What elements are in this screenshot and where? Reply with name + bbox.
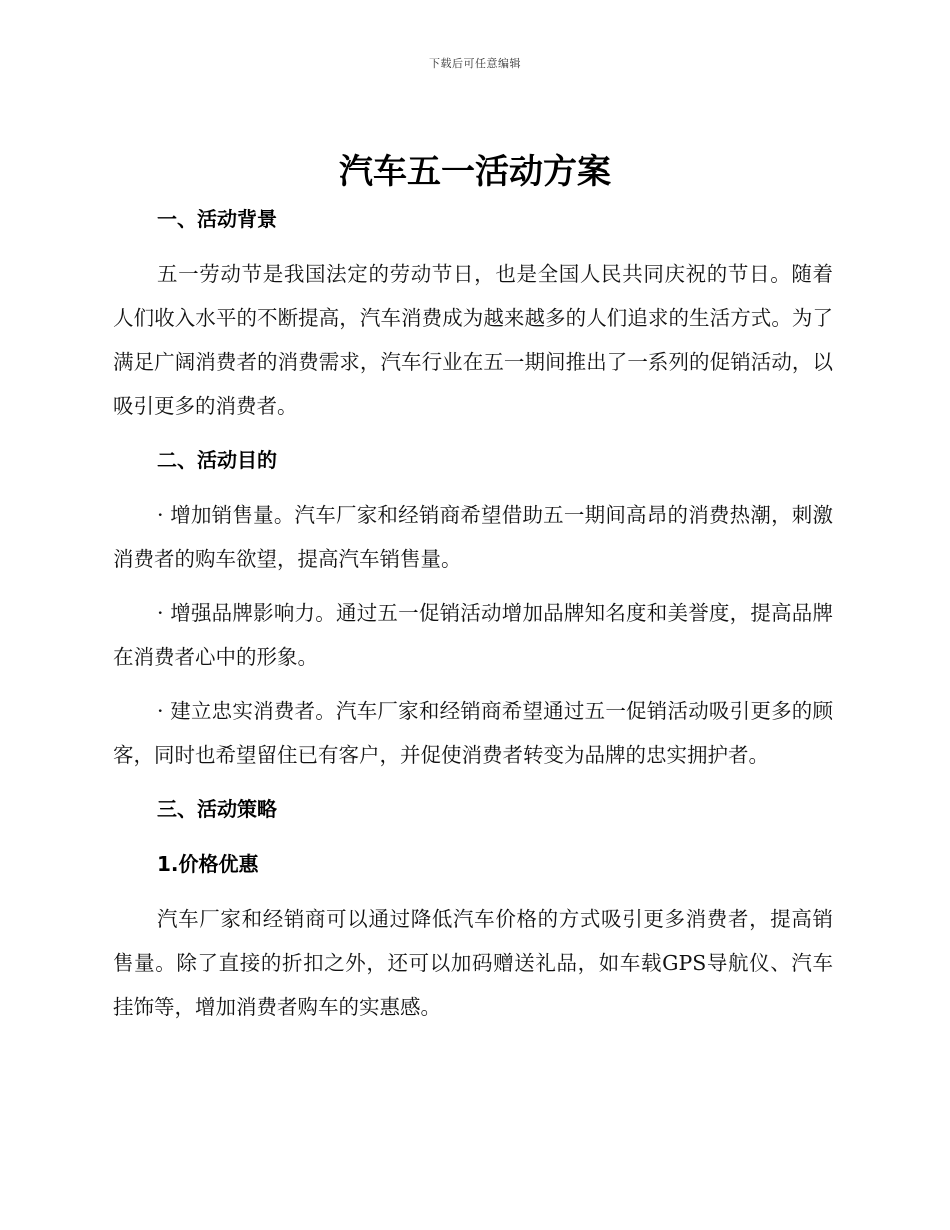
paragraph-price-discount: 汽车厂家和经销商可以通过降低汽车价格的方式吸引更多消费者，提高销售量。除了直接的折扣之外，还可以加码赠送礼品，如车载GPS导航仪、汽车挂饰等，增加消费者购车的实惠感。 <box>113 907 833 1019</box>
section-heading-purpose: 二、活动目的 <box>157 448 277 472</box>
page-header-note: 下载后可任意编辑 <box>429 57 521 70</box>
section-heading-background: 一、活动背景 <box>157 207 277 231</box>
paragraph-background: 五一劳动节是我国法定的劳动节日，也是全国人民共同庆祝的节日。随着人们收入水平的不断提高，汽车消费成为越来越多的人们追求的生活方式。为了满足广阔消费者的消费需求，汽车行业在五一期间推出了一系列的促销活动，以吸引更多的消费者。 <box>113 262 833 418</box>
paragraph-purpose-sales: · 增加销售量。汽车厂家和经销商希望借助五一期间高昂的消费热潮，刺激消费者的购车欲望，提高汽车销售量。 <box>113 503 833 571</box>
paragraph-purpose-loyalty: · 建立忠实消费者。汽车厂家和经销商希望通过五一促销活动吸引更多的顾客，同时也希望留住已有客户，并促使消费者转变为品牌的忠实拥护者。 <box>113 699 833 767</box>
section-heading-strategy: 三、活动策略 <box>157 797 277 821</box>
document-body <box>113 197 833 1029</box>
paragraph-purpose-brand: · 增强品牌影响力。通过五一促销活动增加品牌知名度和美誉度，提高品牌在消费者心中的形象。 <box>113 601 833 669</box>
document-title: 汽车五一活动方案 <box>339 152 611 192</box>
subsection-heading-price: 1.价格优惠 <box>157 852 259 876</box>
